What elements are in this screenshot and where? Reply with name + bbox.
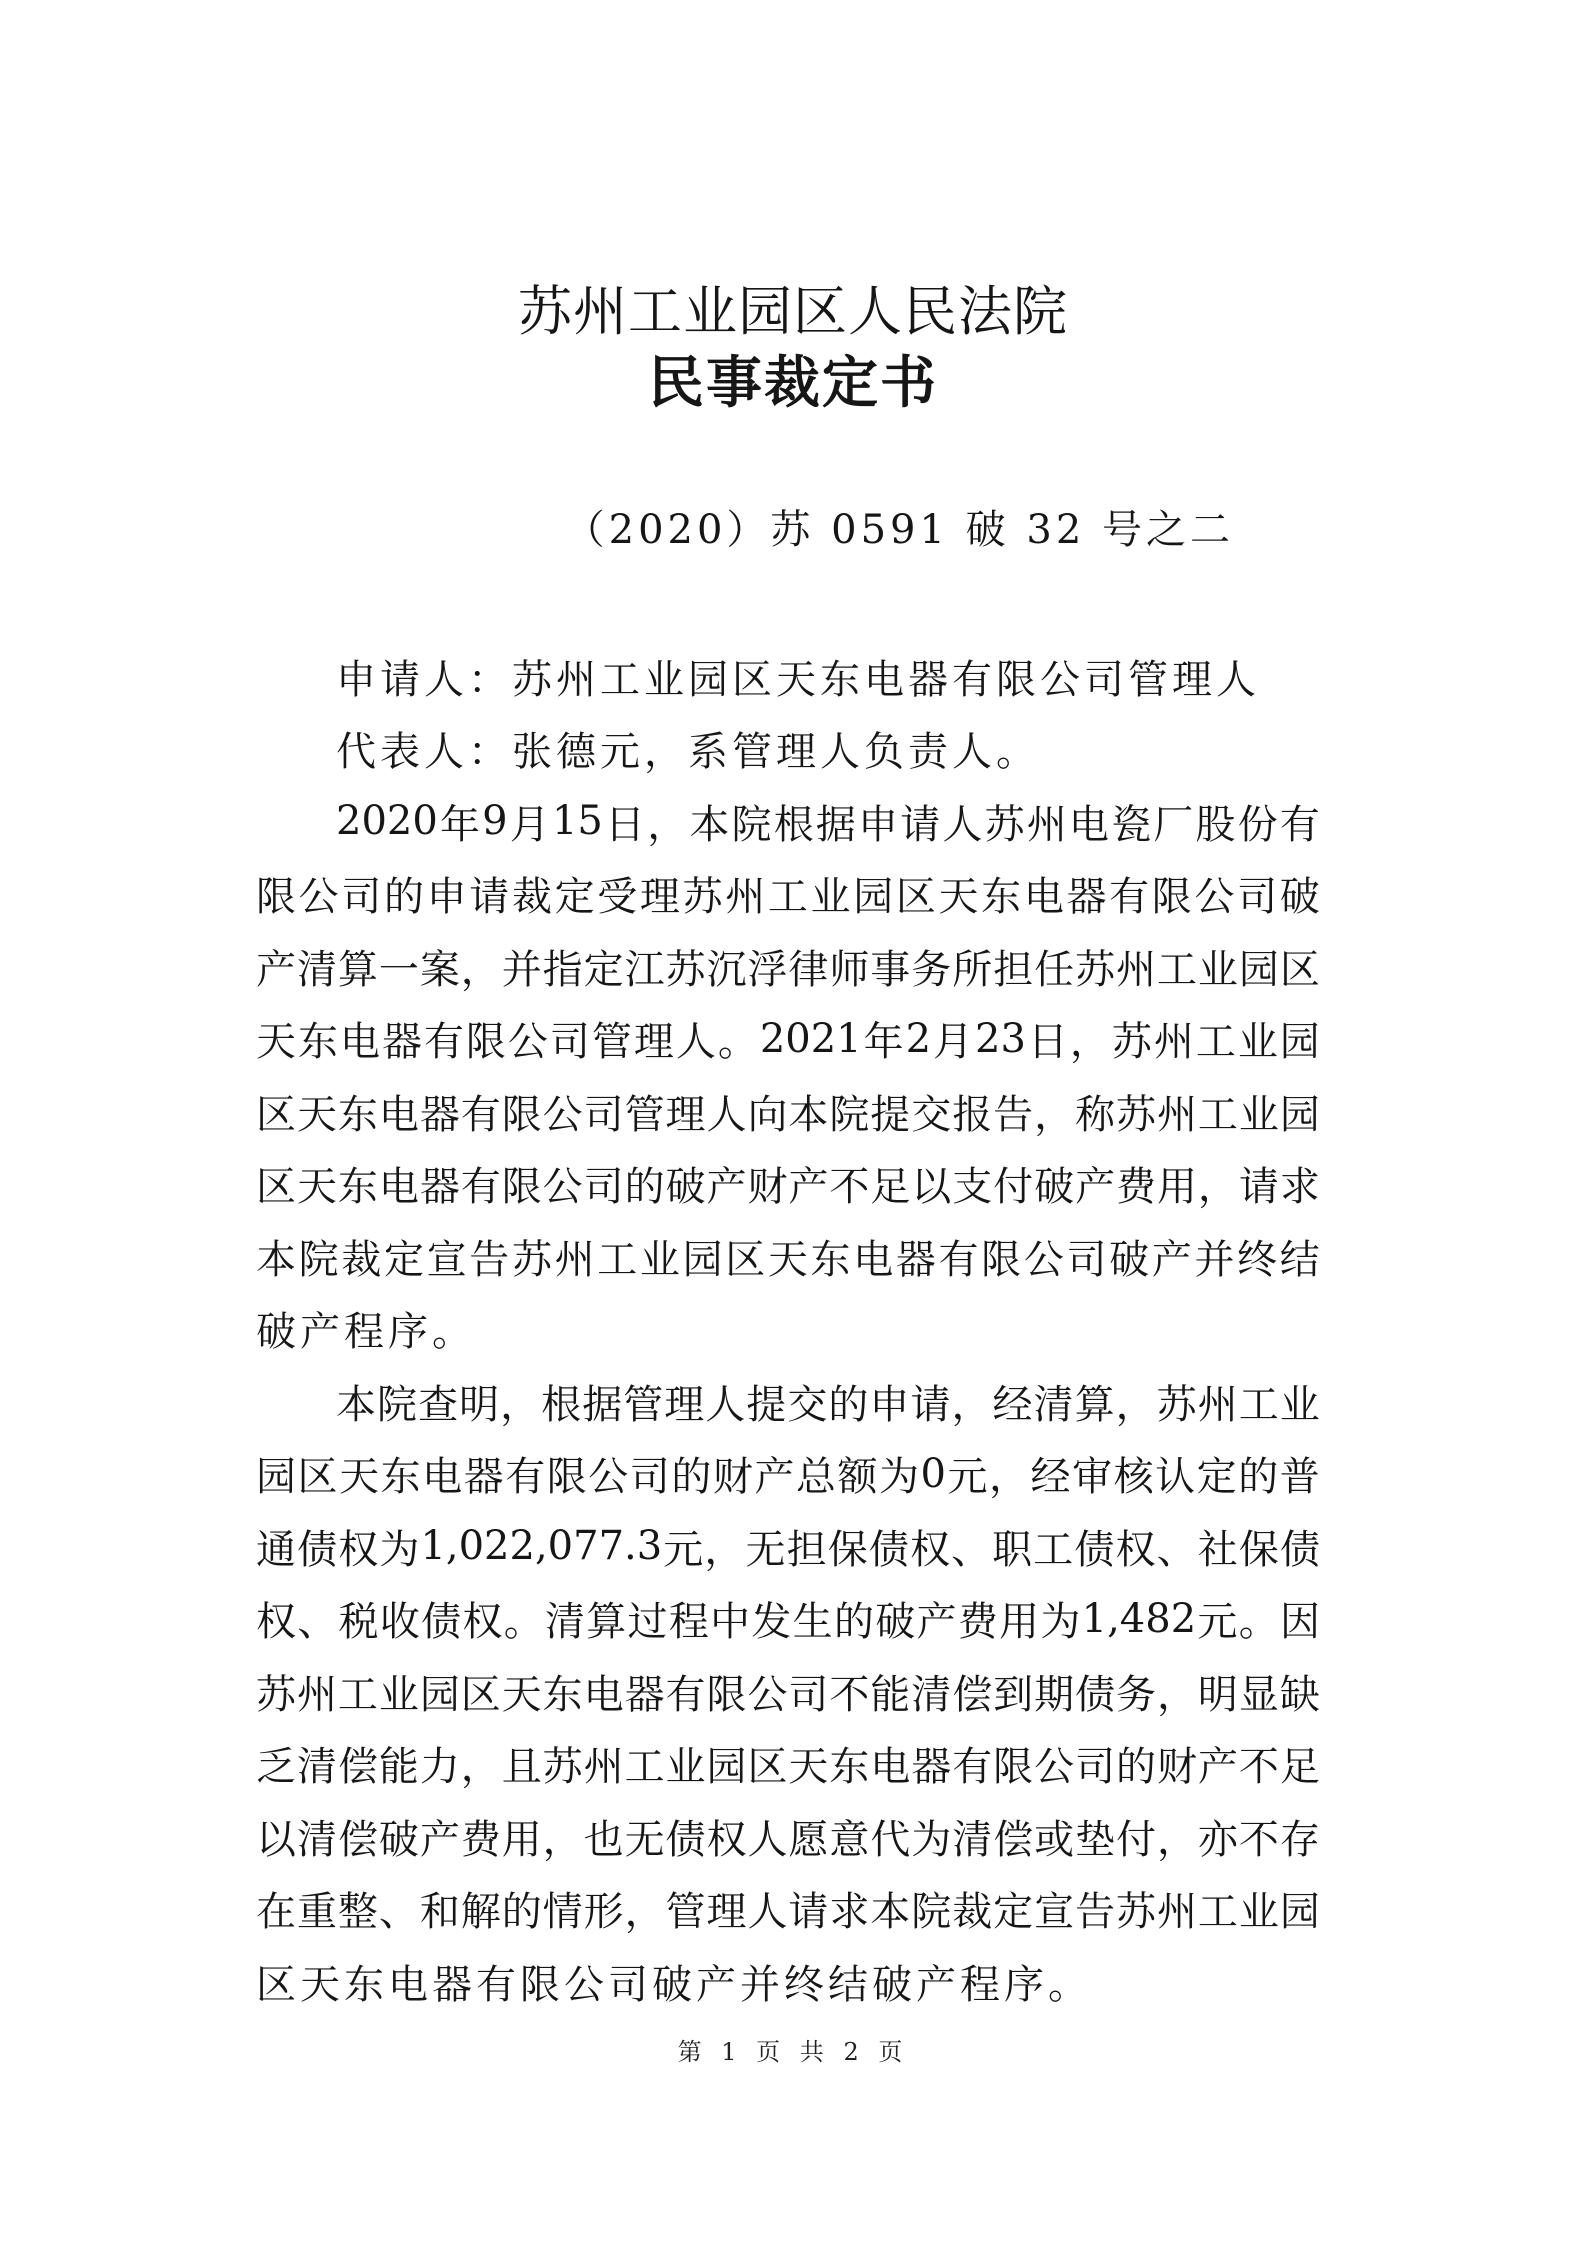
findings-line: 在 重 整 、 和 解 的 情 形 ， 管 理 人 请 求 本 院 裁 定 宣 告 苏 州 工 业 园 xyxy=(256,1889,1320,1936)
background-line: 产 清 算 一 案 ， 并 指 定 江 苏 沉 浮 律 师 事 务 所 担 任 苏 州 工 业 园 区 xyxy=(256,946,1320,993)
background-line: 本 院 裁 定 宣 告 苏 州 工 业 园 区 天 东 电 器 有 限 公 司 破 产 并 终 结 xyxy=(256,1236,1320,1283)
findings-line: 以 清 偿 破 产 费 用 ， 也 无 债 权 人 愿 意 代 为 清 偿 或 垫 付 ， 亦 不 存 xyxy=(256,1816,1320,1863)
applicant-line: 申请人：苏州工业园区天东电器有限公司管理人 xyxy=(336,656,1260,703)
findings-line: 区天东电器有限公司破产并终结破产程序。 xyxy=(256,1961,1092,2008)
background-line: 破产程序。 xyxy=(256,1309,476,1356)
findings-line: 乏 清 偿 能 力 ， 且 苏 州 工 业 园 区 天 东 电 器 有 限 公 司 的 财 产 不 足 xyxy=(256,1744,1320,1791)
case-number: （2020）苏 0591 破 32 号之二 xyxy=(564,507,1234,553)
background-line: 限 公 司 的 申 请 裁 定 受 理 苏 州 工 业 园 区 天 东 电 器 有 限 公 司 破 xyxy=(256,874,1320,921)
findings-line: 通 债 权 为 1,022,077.3 元 ， 无 担 保 债 权 、 职 工 债 权 、 社 保 债 xyxy=(256,1523,1320,1573)
ruling-body xyxy=(256,640,1320,2018)
background-line: 区 天 东 电 器 有 限 公 司 的 破 产 财 产 不 足 以 支 付 破 产 费 用 ， 请 求 xyxy=(256,1164,1320,1211)
background-line: 天 东 电 器 有 限 公 司 管 理 人 。 2021 年 2 月 23 日 ， 苏 州 工 业 园 xyxy=(256,1015,1320,1066)
representative-line: 代表人：张德元，系管理人负责人。 xyxy=(336,729,1040,776)
background-line: 2020 年 9 月 15 日 ， 本 院 根 据 申 请 人 苏 州 电 瓷 厂 股 份 有 xyxy=(336,798,1320,848)
page-number-footer: 第 1 页 共 2 页 xyxy=(677,2038,909,2066)
findings-line: 权 、 税 收 债 权 。 清 算 过 程 中 发 生 的 破 产 费 用 为 1,482 元 。 因 xyxy=(256,1595,1320,1646)
findings-line: 园 区 天 东 电 器 有 限 公 司 的 财 产 总 额 为 0 元 ， 经 审 核 认 定 的 普 xyxy=(256,1450,1320,1501)
court-name: 苏州工业园区人民法院 xyxy=(518,280,1068,343)
document-type-title: 民事裁定书 xyxy=(648,350,938,416)
findings-line: 苏 州 工 业 园 区 天 东 电 器 有 限 公 司 不 能 清 偿 到 期 债 务 ， 明 显 缺 xyxy=(256,1671,1320,1718)
findings-line: 本 院 查 明 ， 根 据 管 理 人 提 交 的 申 请 ， 经 清 算 ， 苏 州 工 业 xyxy=(336,1381,1320,1428)
background-line: 区 天 东 电 器 有 限 公 司 管 理 人 向 本 院 提 交 报 告 ， 称 苏 州 工 业 园 xyxy=(256,1091,1320,1138)
